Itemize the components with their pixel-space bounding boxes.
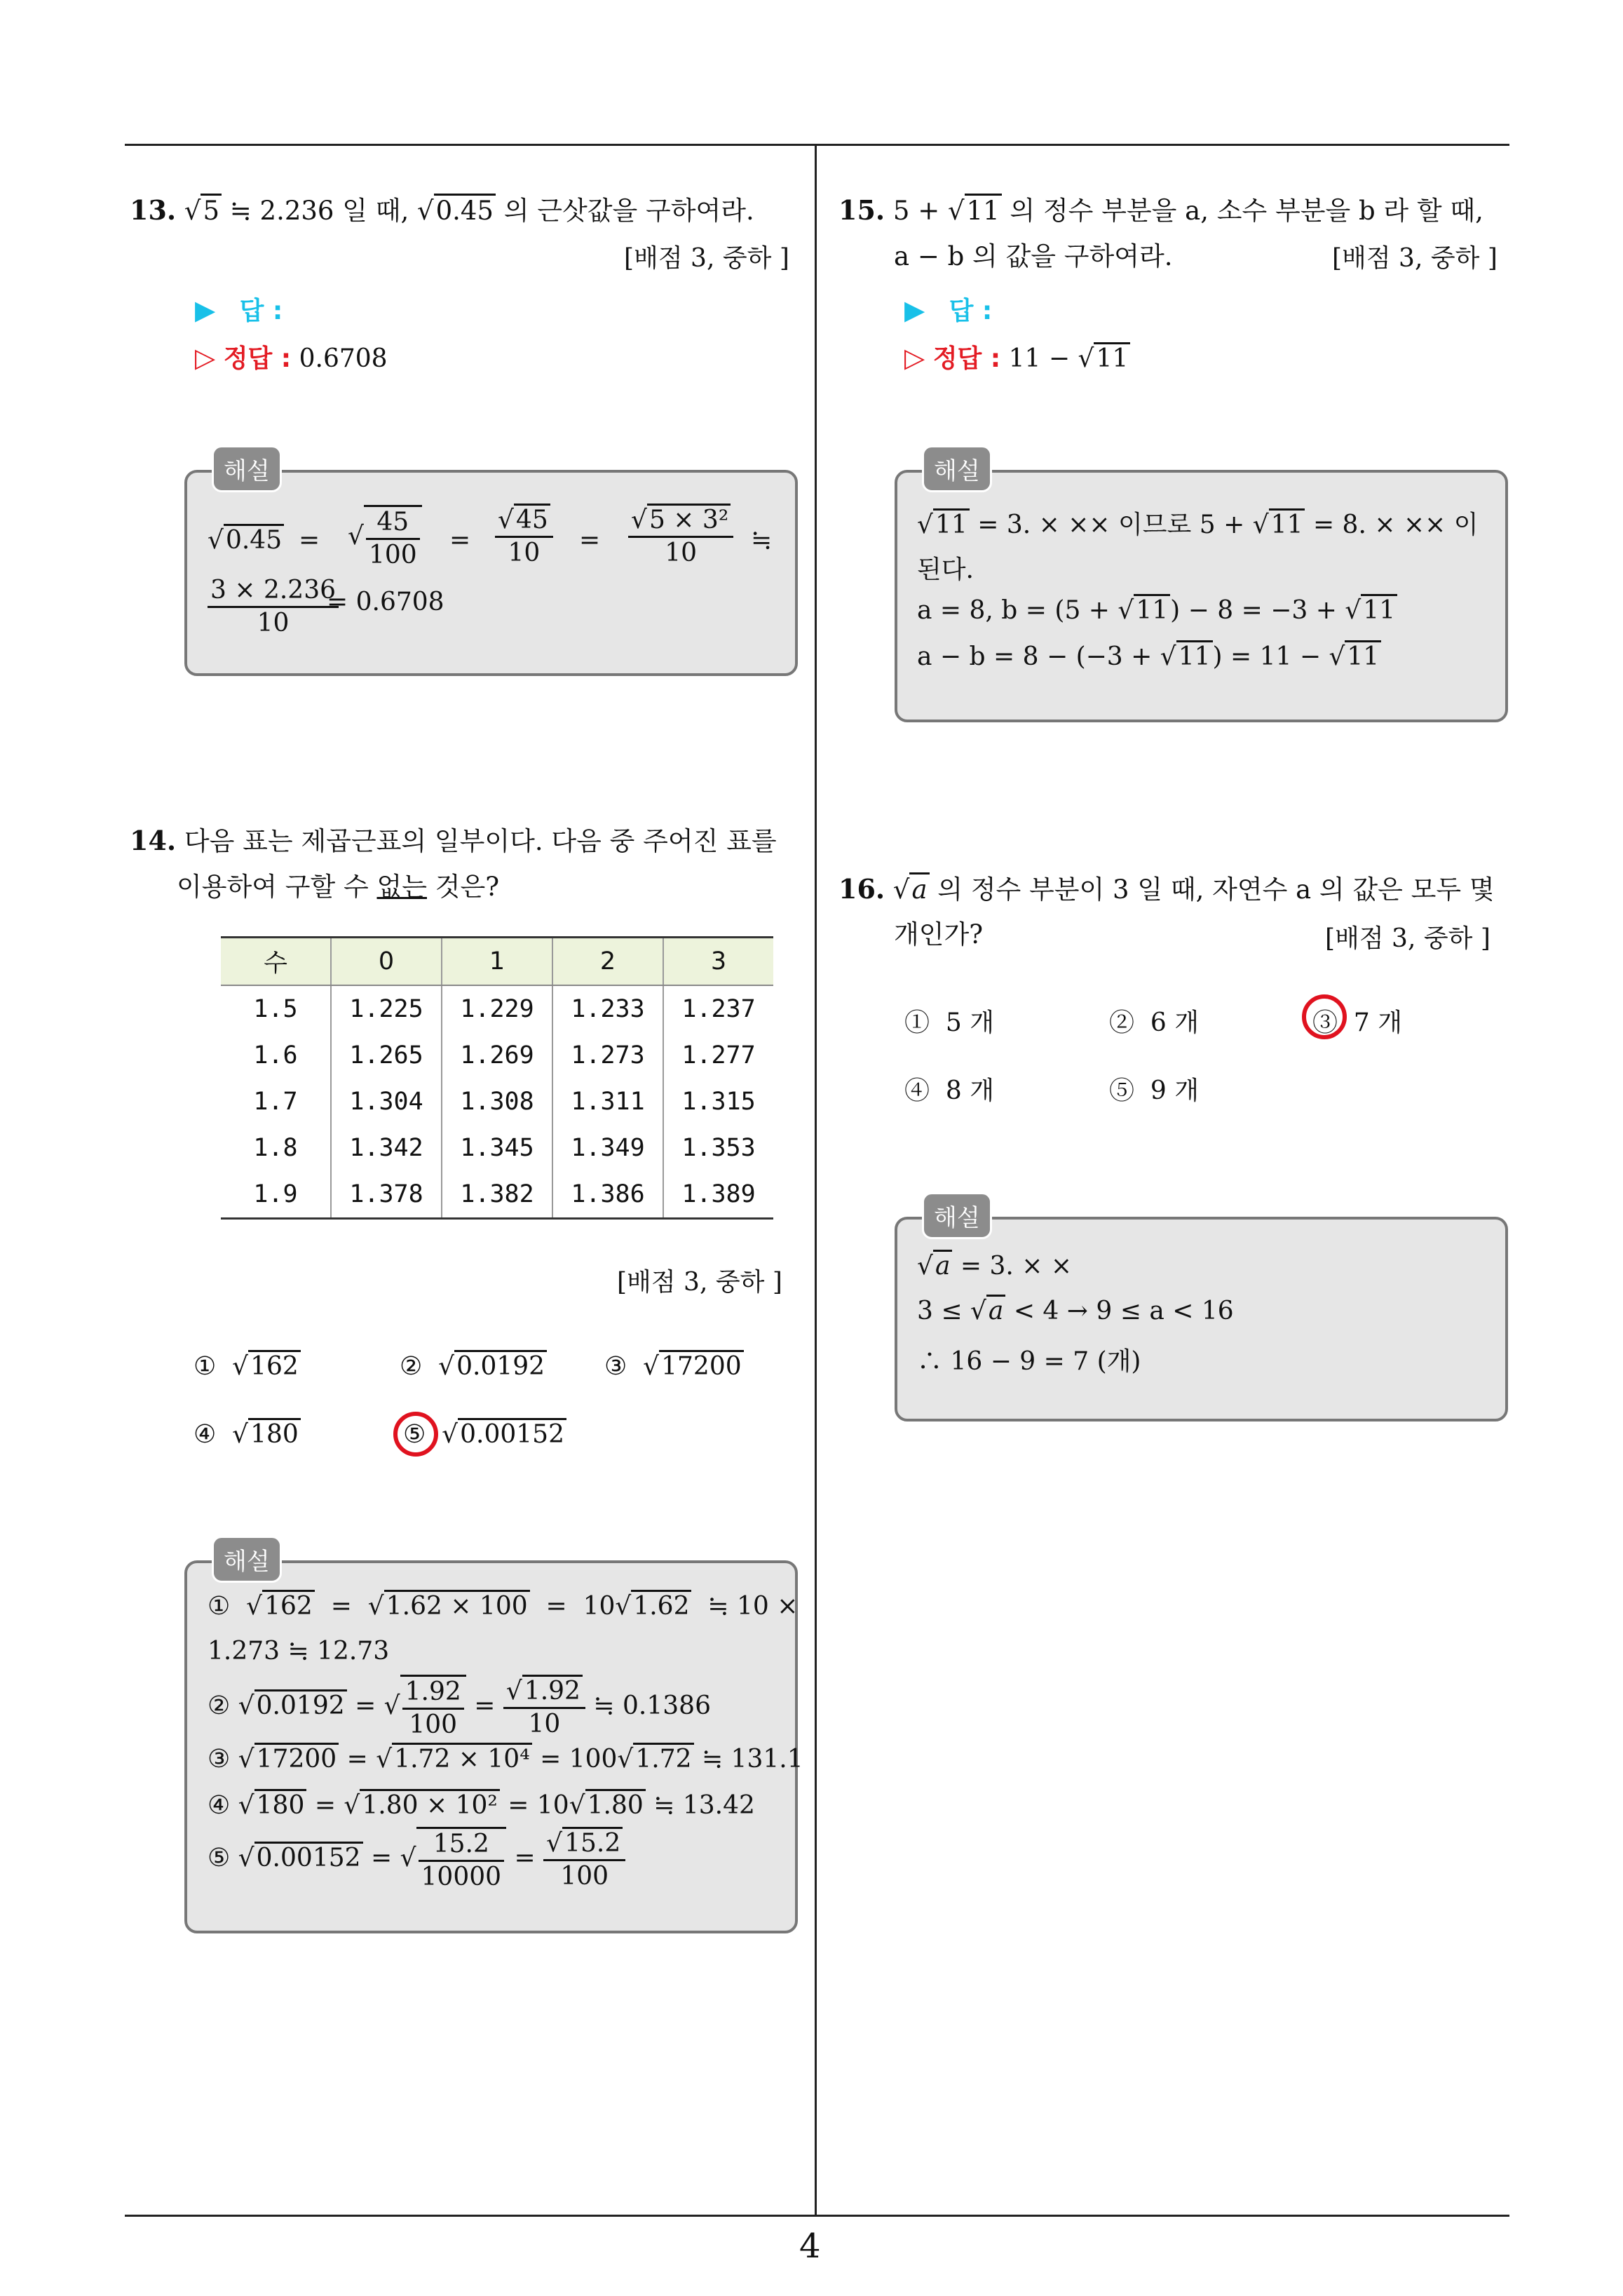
column-divider bbox=[815, 145, 817, 2217]
solution-13: √0.45 = √ $\frac{45}{100}$ = $\frac{√45}{10}$ = $\frac{\text{√5 × 3²}}{10}$ ≒ $\frac{3 \times 2.236}{10}$ = 0.6708 bbox=[208, 505, 789, 666]
score-label: [배점 3, 중하 ] bbox=[617, 1268, 782, 1297]
solution-tag: 해설 bbox=[212, 1536, 282, 1583]
option-3[interactable]: ③ √17200 bbox=[604, 1352, 744, 1381]
solution-tag: 해설 bbox=[212, 445, 282, 492]
top-rule bbox=[125, 144, 1509, 146]
answer-row bbox=[904, 291, 992, 327]
question-14-line2: 이용하여 구할 수 없는 것은? bbox=[177, 872, 500, 902]
selected-mark-circle bbox=[1302, 994, 1347, 1039]
solution-16: √a = 3. × × 3 ≤ √a < 4 → 9 ≤ a < 16 ∴ 16 − 9 = 7 (개) bbox=[917, 1252, 1499, 1406]
option-1[interactable]: ① 5 개 bbox=[904, 1008, 995, 1037]
score-label: [배점 3, 중하 ] bbox=[1332, 244, 1498, 273]
table-row: 1.6 1.265 1.269 1.273 1.277 bbox=[221, 1032, 773, 1079]
score-label: [배점 3, 중하 ] bbox=[1325, 924, 1490, 953]
score-label: [배점 3, 중하 ] bbox=[624, 244, 789, 273]
outline-triangle-icon: ▷ bbox=[904, 342, 925, 373]
question-number: 13. bbox=[130, 194, 177, 226]
question-14: 14. 다음 표는 제곱근표의 일부이다. 다음 중 주어진 표를 bbox=[130, 825, 777, 856]
outline-triangle-icon: ▷ bbox=[195, 342, 216, 373]
solution-tag: 해설 bbox=[922, 1192, 992, 1239]
question-16-line2: 개인가? bbox=[894, 919, 984, 950]
table-row: 1.9 1.378 1.382 1.386 1.389 bbox=[221, 1171, 773, 1219]
correct-answer-row bbox=[195, 339, 388, 374]
option-2[interactable]: ② √0.0192 bbox=[400, 1352, 547, 1381]
question-number: 14. bbox=[130, 825, 177, 856]
question-15: 15. 5 + √11 의 정수 부분을 a, 소수 부분을 b 라 할 때, bbox=[838, 194, 1483, 226]
square-root-table bbox=[221, 936, 773, 1220]
question-16: 16. √a 의 정수 부분이 3 일 때, 자연수 a 의 값은 모두 몇 bbox=[838, 873, 1495, 905]
question-13: 13. √5 ≒ 2.236 일 때, √0.45 의 근삿값을 구하여라. bbox=[130, 194, 754, 226]
selected-mark-circle bbox=[393, 1412, 438, 1457]
triangle-icon: ▶ bbox=[195, 295, 216, 325]
correct-label: 정답 : bbox=[932, 344, 1001, 373]
solution-tag: 해설 bbox=[922, 445, 992, 492]
solution-14: ① √162 = √1.62 × 100 = 10√1.62 ≒ 10 × 1.273 ≒ 12.73 ② √0.0192 = √ $\frac{1.92}{100}$ = $\frac{√1.92}{10}$ ≒ 0.1386 ③ √17200 = √1.72 × 10⁴ = 100√1.72 ≒ 131.1 ④ √180 = √1.80 × 10² = 10√1.80 ≒ 13.42 ⑤ √0.00152 = √ $\frac{15.2}{10000}$ = $\frac{√15.2}{100}$ bbox=[208, 1592, 789, 1922]
answer-row bbox=[195, 291, 283, 327]
option-5[interactable]: ⑤ 9 개 bbox=[1109, 1076, 1200, 1105]
bottom-rule bbox=[125, 2215, 1509, 2217]
table-header-row: 수 0 1 2 3 bbox=[221, 938, 773, 986]
correct-label: 정답 : bbox=[223, 344, 292, 373]
answer-label: 답 : bbox=[949, 297, 993, 325]
option-1[interactable]: ① √162 bbox=[193, 1352, 301, 1381]
correct-answer-row bbox=[904, 339, 1130, 374]
correct-value: 11 − √11 bbox=[1009, 342, 1131, 373]
option-4[interactable]: ④ 8 개 bbox=[904, 1076, 995, 1105]
triangle-icon: ▶ bbox=[904, 295, 925, 325]
question-number: 16. bbox=[838, 873, 885, 905]
correct-value: 0.6708 bbox=[299, 344, 388, 373]
table-row: 1.7 1.304 1.308 1.311 1.315 bbox=[221, 1079, 773, 1125]
answer-label: 답 : bbox=[239, 297, 283, 325]
question-number: 15. bbox=[838, 194, 885, 226]
question-15-line2: a − b 의 값을 구하여라. bbox=[894, 241, 1173, 271]
option-3[interactable]: ③ 7 개 bbox=[1312, 1008, 1403, 1037]
solution-15: √11 = 3. × ×× 이므로 5 + √11 = 8. × ×× 이 된다. a = 8, b = (5 + √11) − 8 = −3 + √11 a − b = 8 − (−3 + √11) = 11 − √11 bbox=[917, 505, 1499, 715]
table-row: 1.8 1.342 1.345 1.349 1.353 bbox=[221, 1125, 773, 1171]
option-2[interactable]: ② 6 개 bbox=[1109, 1008, 1200, 1037]
page-number: 4 bbox=[799, 2227, 821, 2266]
option-4[interactable]: ④ √180 bbox=[193, 1420, 301, 1449]
option-5[interactable]: ⑤ √0.00152 bbox=[403, 1420, 566, 1449]
table-row: 1.5 1.225 1.229 1.233 1.237 bbox=[221, 985, 773, 1032]
